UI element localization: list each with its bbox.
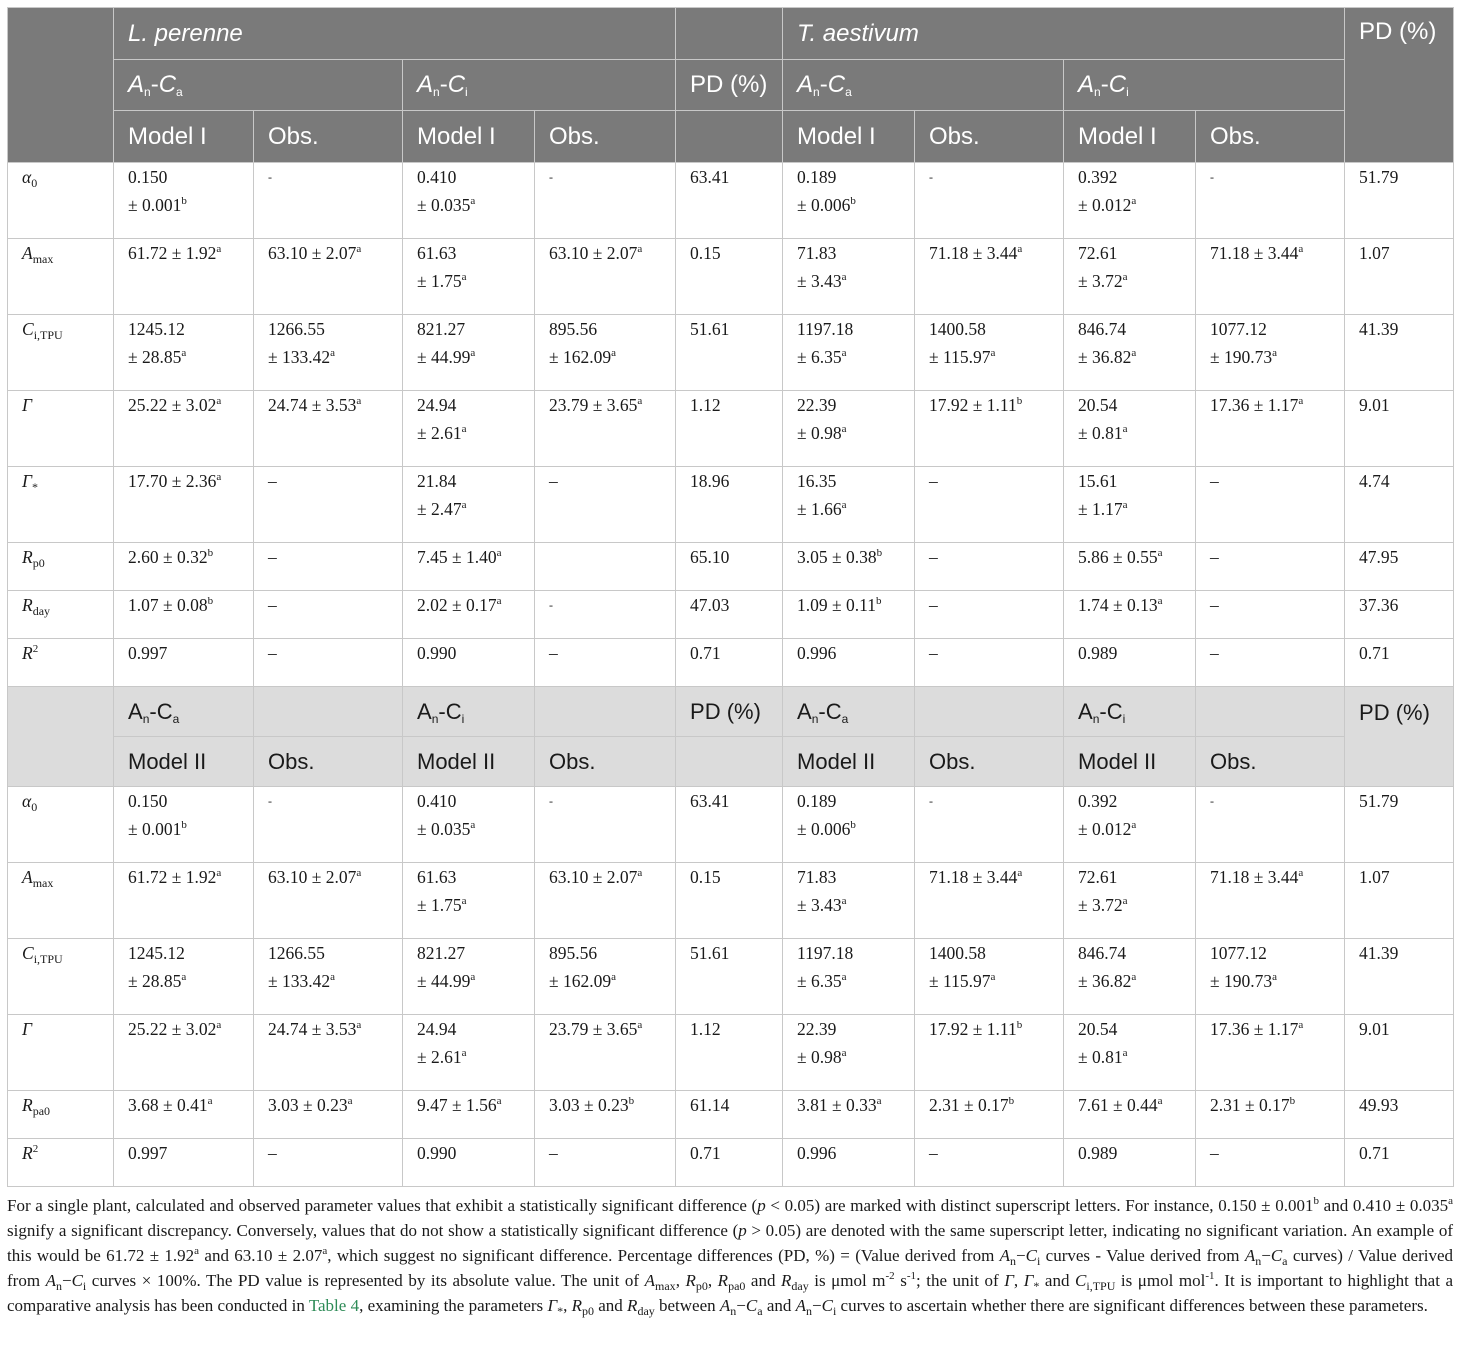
cell: 1.09 ± 0.11$^b$: [783, 591, 915, 639]
cell: 7.61 ± 0.44$^a$: [1064, 1091, 1196, 1139]
cell: 23.79 ± 3.65$^a$: [535, 1015, 676, 1091]
cell: 1197.18 ± 6.35$^a$: [783, 315, 915, 391]
param-amax: $A_{max}$: [8, 239, 114, 315]
curve-anci-2: $A_n-C_i$: [1064, 60, 1345, 111]
cell: –: [254, 1139, 403, 1187]
cell: –: [1196, 639, 1345, 687]
sub-pd-header-2: PD (%): [1345, 687, 1454, 787]
cell: 5.86 ± 0.55$^a$: [1064, 543, 1196, 591]
cell: 3.68 ± 0.41$^a$: [114, 1091, 254, 1139]
cell: 2.31 ± 0.17$^b$: [1196, 1091, 1345, 1139]
cell: –: [254, 467, 403, 543]
cell: 17.36 ± 1.17$^a$: [1196, 1015, 1345, 1091]
table-row-ci-tpu-m2: [8, 939, 1454, 1015]
cell: 1197.18 ± 6.35$^a$: [783, 939, 915, 1015]
subheader-blank: [915, 687, 1064, 737]
cell: –: [535, 639, 676, 687]
subheader-blank: [1196, 687, 1345, 737]
cell: 63.10 ± 2.07$^a$: [535, 863, 676, 939]
cell: 63.10 ± 2.07$^a$: [254, 239, 403, 315]
cell: 71.18 ± 3.44$^a$: [915, 863, 1064, 939]
curve-anca-1: $A_n-C_a$: [114, 60, 403, 111]
table-row-rday: [8, 591, 1454, 639]
cell: -: [535, 787, 676, 863]
cell: 0.410 ± 0.035$^a$: [403, 787, 535, 863]
cell: –: [915, 1139, 1064, 1187]
cell: -: [535, 591, 676, 639]
param-r2: $R^2$: [8, 639, 114, 687]
cell-pd: 51.79: [1345, 163, 1454, 239]
param-rp0: $R_{p0}$: [8, 543, 114, 591]
cell-pd: 1.07: [1345, 863, 1454, 939]
cell: 1245.12 ± 28.85$^a$: [114, 315, 254, 391]
cell: 25.22 ± 3.02$^a$: [114, 1015, 254, 1091]
cell: 0.997: [114, 639, 254, 687]
cell: –: [535, 1139, 676, 1187]
cell: –: [535, 467, 676, 543]
header-row-species: [8, 8, 1454, 60]
cell: 3.03 ± 0.23$^b$: [535, 1091, 676, 1139]
cell-pd: 0.71: [676, 1139, 783, 1187]
param-gamma: Γ: [8, 391, 114, 467]
cell: 24.74 ± 3.53$^a$: [254, 1015, 403, 1091]
cell: 1400.58 ± 115.97$^a$: [915, 315, 1064, 391]
cell-pd: 0.71: [1345, 1139, 1454, 1187]
cell-pd: 47.95: [1345, 543, 1454, 591]
cell: –: [1196, 543, 1345, 591]
model-label: Model I: [114, 111, 254, 163]
cell: 0.410 ± 0.035$^a$: [403, 163, 535, 239]
cell: 3.81 ± 0.33$^a$: [783, 1091, 915, 1139]
curve-anci-1: $A_n-C_i$: [403, 60, 676, 111]
cell-pd: 1.12: [676, 391, 783, 467]
sub-curve-anca-2: $A_n-C_a$: [783, 687, 915, 737]
table-row-rpa0: [8, 1091, 1454, 1139]
cell: 63.10 ± 2.07$^a$: [535, 239, 676, 315]
pd-header-1: PD (%): [676, 60, 783, 111]
cell: 821.27 ± 44.99$^a$: [403, 315, 535, 391]
table-row-amax-m2: [8, 863, 1454, 939]
cell: 23.79 ± 3.65$^a$: [535, 391, 676, 467]
cell: 17.36 ± 1.17$^a$: [1196, 391, 1345, 467]
cell: 71.18 ± 3.44$^a$: [915, 239, 1064, 315]
subheader-blank: [676, 737, 783, 787]
model-label: Model I: [1064, 111, 1196, 163]
cell: 17.92 ± 1.11$^b$: [915, 1015, 1064, 1091]
cell: 0.990: [403, 639, 535, 687]
table-row-gamma: [8, 391, 1454, 467]
obs-label: Obs.: [535, 111, 676, 163]
param-ci-tpu: $C_{i,TPU}$: [8, 939, 114, 1015]
param-rday: $R_{day}$: [8, 591, 114, 639]
cell: 1400.58 ± 115.97$^a$: [915, 939, 1064, 1015]
cell: 63.10 ± 2.07$^a$: [254, 863, 403, 939]
cell: 0.392 ± 0.012$^a$: [1064, 787, 1196, 863]
cell: 1.74 ± 0.13$^a$: [1064, 591, 1196, 639]
cell: 24.94 ± 2.61$^a$: [403, 391, 535, 467]
cell: 71.83 ± 3.43$^a$: [783, 239, 915, 315]
cell: 25.22 ± 3.02$^a$: [114, 391, 254, 467]
cell: [535, 543, 676, 591]
cell: –: [1196, 591, 1345, 639]
cell: 7.45 ± 1.40$^a$: [403, 543, 535, 591]
cell: 895.56 ± 162.09$^a$: [535, 939, 676, 1015]
cell: 3.03 ± 0.23$^a$: [254, 1091, 403, 1139]
cell-pd: 49.93: [1345, 1091, 1454, 1139]
subheader-corner: [8, 687, 114, 787]
species-t-aestivum: T. aestivum: [783, 8, 1345, 60]
cell: 71.18 ± 3.44$^a$: [1196, 239, 1345, 315]
model2-label: Model II: [114, 737, 254, 787]
cell: 846.74 ± 36.82$^a$: [1064, 939, 1196, 1015]
cell-pd: 47.03: [676, 591, 783, 639]
cell: 0.189 ± 0.006$^b$: [783, 787, 915, 863]
cell: –: [915, 591, 1064, 639]
cell: -: [254, 787, 403, 863]
cell: 22.39 ± 0.98$^a$: [783, 1015, 915, 1091]
model2-label: Model II: [1064, 737, 1196, 787]
cell: 24.74 ± 3.53$^a$: [254, 391, 403, 467]
cell: 1077.12 ± 190.73$^a$: [1196, 315, 1345, 391]
cell-pd: 0.15: [676, 863, 783, 939]
cell: 0.150 ± 0.001$^b$: [114, 163, 254, 239]
cell: 0.990: [403, 1139, 535, 1187]
obs-label: Obs.: [915, 737, 1064, 787]
cell-pd: 41.39: [1345, 315, 1454, 391]
cell: 1266.55 ± 133.42$^a$: [254, 315, 403, 391]
cell: -: [1196, 163, 1345, 239]
model2-label: Model II: [783, 737, 915, 787]
cell: 1245.12 ± 28.85$^a$: [114, 939, 254, 1015]
cell: 0.997: [114, 1139, 254, 1187]
cell: –: [915, 639, 1064, 687]
cell: 17.70 ± 2.36$^a$: [114, 467, 254, 543]
cell: 0.392 ± 0.012$^a$: [1064, 163, 1196, 239]
cell-pd: 9.01: [1345, 1015, 1454, 1091]
cell: 61.72 ± 1.92$^a$: [114, 239, 254, 315]
obs-label: Obs.: [254, 111, 403, 163]
cell-pd: 37.36: [1345, 591, 1454, 639]
cell: –: [254, 591, 403, 639]
param-amax: $A_{max}$: [8, 863, 114, 939]
cell: –: [1196, 1139, 1345, 1187]
table-row-gamma-m2: [8, 1015, 1454, 1091]
table-4-link[interactable]: Table 4: [308, 1296, 360, 1315]
cell: -: [535, 163, 676, 239]
table-footnote: For a single plant, calculated and observed parameter values that exhibit a statistically significant difference (p < 0.05) are marked with distinct superscript letters. For instance, 0.150 ± 0.001$^b$ and 0.410 ± 0.035$^a$ signify a significant discrepancy. Conversely, values that do not show a statistically significant difference (p > 0.05) are denoted with the same superscript letter, indicating no significant variation. An example of this would be 61.72 ± 1.92$^a$ and 63.10 ± 2.07$^a$, which suggest no significant difference. Percentage differences (PD, %) = (Value derived from $A_n-C_i$ curves - Value derived from $A_n-C_a$ curves) / Value derived from $A_n-C_i$ curves × 100%. The PD value is represented by its absolute value. The unit of $A_{max}$, $R_{p0}$, $R_{pa0}$ and $R_{day}$ is μmol $m^{-2}$ $s^{-1}$; the unit of Γ, $\Gamma_*$ and $C_{i,TPU}$ is μmol mol$^{-1}$. It is important to highlight that a comparative analysis has been conducted in Table 4, examining the parameters $\Gamma_*$, $R_{p0}$ and $R_{day}$ between $A_n-C_a$ and $A_n-C_i$ curves to ascertain whether there are significant differences between these parameters.: [7, 1195, 1454, 1318]
param-alpha0: $\alpha_0$: [8, 787, 114, 863]
model2-label: Model II: [403, 737, 535, 787]
cell: 2.31 ± 0.17$^b$: [915, 1091, 1064, 1139]
cell: 72.61 ± 3.72$^a$: [1064, 239, 1196, 315]
subheader-blank: [254, 687, 403, 737]
cell: 72.61 ± 3.72$^a$: [1064, 863, 1196, 939]
cell: 61.72 ± 1.92$^a$: [114, 863, 254, 939]
cell: 9.47 ± 1.56$^a$: [403, 1091, 535, 1139]
table-row-alpha0: [8, 163, 1454, 239]
cell: 2.60 ± 0.32$^b$: [114, 543, 254, 591]
sub-curve-anca-1: $A_n-C_a$: [114, 687, 254, 737]
param-gamma-star: $\Gamma_*$: [8, 467, 114, 543]
obs-label: Obs.: [254, 737, 403, 787]
obs-label: Obs.: [915, 111, 1064, 163]
obs-label: Obs.: [1196, 737, 1345, 787]
pd-header-2: PD (%): [1345, 8, 1454, 163]
cell-pd: 51.79: [1345, 787, 1454, 863]
cell: 16.35 ± 1.66$^a$: [783, 467, 915, 543]
cell-pd: 1.07: [1345, 239, 1454, 315]
cell: 2.02 ± 0.17$^a$: [403, 591, 535, 639]
cell: 24.94 ± 2.61$^a$: [403, 1015, 535, 1091]
cell: 17.92 ± 1.11$^b$: [915, 391, 1064, 467]
cell-pd: 65.10: [676, 543, 783, 591]
table-row-ci-tpu: [8, 315, 1454, 391]
cell: -: [1196, 787, 1345, 863]
cell-pd: 63.41: [676, 163, 783, 239]
table-row-r2-m2: [8, 1139, 1454, 1187]
cell: 20.54 ± 0.81$^a$: [1064, 1015, 1196, 1091]
cell: 0.150 ± 0.001$^b$: [114, 787, 254, 863]
cell: –: [915, 543, 1064, 591]
header-row-curves: [8, 60, 1454, 111]
cell: 71.18 ± 3.44$^a$: [1196, 863, 1345, 939]
cell: 0.996: [783, 1139, 915, 1187]
param-alpha0: $\alpha_0$: [8, 163, 114, 239]
subheader-row-models: [8, 737, 1454, 787]
cell-pd: 18.96: [676, 467, 783, 543]
obs-label: Obs.: [1196, 111, 1345, 163]
header-blank: [676, 111, 783, 163]
cell: 846.74 ± 36.82$^a$: [1064, 315, 1196, 391]
cell-pd: 0.15: [676, 239, 783, 315]
cell: -: [254, 163, 403, 239]
cell-pd: 63.41: [676, 787, 783, 863]
cell: 821.27 ± 44.99$^a$: [403, 939, 535, 1015]
cell: 20.54 ± 0.81$^a$: [1064, 391, 1196, 467]
sub-curve-anci-2: $A_n-C_i$: [1064, 687, 1196, 737]
cell-pd: 51.61: [676, 315, 783, 391]
cell-pd: 0.71: [676, 639, 783, 687]
cell: 0.989: [1064, 639, 1196, 687]
cell: -: [915, 787, 1064, 863]
table-row-rp0: [8, 543, 1454, 591]
sub-curve-anci-1: $A_n-C_i$: [403, 687, 535, 737]
cell: 0.189 ± 0.006$^b$: [783, 163, 915, 239]
cell: 61.63 ± 1.75$^a$: [403, 239, 535, 315]
header-blank: [676, 8, 783, 60]
cell: 0.989: [1064, 1139, 1196, 1187]
param-ci-tpu: $C_{i,TPU}$: [8, 315, 114, 391]
cell: 15.61 ± 1.17$^a$: [1064, 467, 1196, 543]
param-gamma: Γ: [8, 1015, 114, 1091]
results-table: [7, 7, 1454, 1187]
cell: 3.05 ± 0.38$^b$: [783, 543, 915, 591]
cell-pd: 51.61: [676, 939, 783, 1015]
cell: 61.63 ± 1.75$^a$: [403, 863, 535, 939]
cell-pd: 41.39: [1345, 939, 1454, 1015]
param-rpa0: $R_{pa0}$: [8, 1091, 114, 1139]
cell: 1.07 ± 0.08$^b$: [114, 591, 254, 639]
table-row-gamma-star: [8, 467, 1454, 543]
table-row-alpha0-m2: [8, 787, 1454, 863]
cell: 0.996: [783, 639, 915, 687]
cell-pd: 0.71: [1345, 639, 1454, 687]
cell: 895.56 ± 162.09$^a$: [535, 315, 676, 391]
cell: –: [915, 467, 1064, 543]
cell-pd: 1.12: [676, 1015, 783, 1091]
table-row-r2: [8, 639, 1454, 687]
cell-pd: 61.14: [676, 1091, 783, 1139]
header-row-models: [8, 111, 1454, 163]
model-label: Model I: [783, 111, 915, 163]
cell: 22.39 ± 0.98$^a$: [783, 391, 915, 467]
model-label: Model I: [403, 111, 535, 163]
species-l-perenne: L. perenne: [114, 8, 676, 60]
cell: –: [254, 639, 403, 687]
cell: 71.83 ± 3.43$^a$: [783, 863, 915, 939]
cell: 21.84 ± 2.47$^a$: [403, 467, 535, 543]
cell: 1077.12 ± 190.73$^a$: [1196, 939, 1345, 1015]
cell-pd: 9.01: [1345, 391, 1454, 467]
table-row-amax: [8, 239, 1454, 315]
header-corner: [8, 8, 114, 163]
subheader-row-curves: [8, 687, 1454, 737]
curve-anca-2: $A_n-C_a$: [783, 60, 1064, 111]
param-r2: $R^2$: [8, 1139, 114, 1187]
subheader-blank: [535, 687, 676, 737]
cell: –: [254, 543, 403, 591]
sub-pd-header-1: PD (%): [676, 687, 783, 737]
cell: –: [1196, 467, 1345, 543]
cell: 1266.55 ± 133.42$^a$: [254, 939, 403, 1015]
cell-pd: 4.74: [1345, 467, 1454, 543]
cell: -: [915, 163, 1064, 239]
obs-label: Obs.: [535, 737, 676, 787]
